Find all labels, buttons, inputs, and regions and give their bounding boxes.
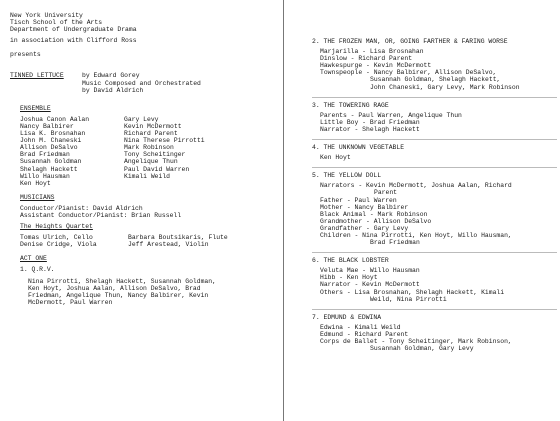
ensemble-member: Angelique Thun	[124, 158, 178, 166]
institution-header	[10, 12, 275, 44]
scene-2	[312, 38, 557, 91]
cast-line: Marjarilla - Lisa Brosnahan	[320, 48, 424, 56]
cast-line: McDermott, Paul Warren	[28, 298, 113, 306]
quartet-member: Jeff Arestead, Violin	[128, 241, 209, 249]
scene-5	[312, 172, 557, 246]
ensemble-member: Gary Levy	[124, 115, 159, 123]
cast-line: Parents - Paul Warren, Angelique Thun	[320, 111, 462, 119]
quartet-member: Denise Cridge, Viola	[20, 241, 97, 249]
musician-line: Assistant Conductor/Pianist: Brian Russell	[20, 211, 182, 219]
ensemble-member: Mark Robinson	[124, 144, 174, 152]
cast-line: Townspeople - Nancy Balbirer, Allison DeSalvo,	[320, 69, 497, 77]
cast-line: Mother - Nancy Balbirer	[320, 203, 409, 211]
cast-line: Edmund - Richard Parent	[320, 330, 409, 338]
cast-line: Children - Nina Pirrotti, Ken Hoyt, Willo Hausman,	[320, 231, 512, 239]
cast-line: Brad Friedman	[370, 239, 420, 247]
scene-6	[312, 257, 557, 303]
ensemble-member: Allison DeSalvo	[20, 144, 78, 152]
scene-title: 6. THE BLACK LOBSTER	[312, 257, 389, 265]
musician-line: Conductor/Pianist: David Aldrich	[20, 204, 143, 212]
quartet-member: Tomas Ulrich, Cello	[20, 234, 93, 242]
cast-line: Parent	[374, 189, 398, 197]
ensemble-member: Tony Scheitinger	[124, 151, 186, 159]
cast-line: Edwina - Kimali Weild	[320, 323, 401, 331]
cast-line: Nina Pirrotti, Shelagh Hackett, Susannah Goldman,	[28, 277, 216, 285]
right-page	[312, 38, 557, 421]
ensemble-member: Kevin McDermott	[124, 122, 182, 130]
ensemble-member: Richard Parent	[124, 130, 178, 138]
section-rule	[312, 139, 557, 140]
presents-text: presents	[10, 51, 41, 59]
scene-title: 2. THE FROZEN MAN, OR, GOING FARTHER & FARING WORSE	[312, 38, 508, 45]
ensemble-member: Kimali Weild	[124, 172, 171, 180]
cast-line: Ken Hoyt	[320, 154, 351, 162]
header-line: Tisch School of the Arts	[10, 19, 103, 27]
cast-line: Susannah Goldman, Gary Levy	[370, 345, 474, 353]
ensemble-member: Shelagh Hackett	[20, 165, 78, 173]
cast-line: Ken Hoyt, Joshua Aalan, Allison DeSalvo, Brad	[28, 284, 201, 292]
left-page	[10, 12, 275, 421]
scene-3	[312, 102, 557, 133]
cast-line: Hawkespurge - Kevin McDermott	[320, 62, 432, 70]
header-line: in association with Clifford Ross	[10, 37, 137, 45]
scene-7	[312, 314, 557, 352]
production-title: TINNED LETTUCE	[10, 72, 64, 80]
page-divider	[283, 0, 284, 421]
scene-title: 3. THE TOWERING RAGE	[312, 101, 389, 109]
scene-title: 1. Q.R.V.	[20, 266, 55, 274]
cast-line: Father - Paul Warren	[320, 196, 397, 204]
ensemble-member: Nancy Balbirer	[20, 122, 74, 130]
ensemble-heading: ENSEMBLE	[20, 104, 51, 112]
section-rule	[312, 167, 557, 168]
cast-line: Narrator - Shelagh Hackett	[320, 125, 420, 133]
credit-line: Music Composed and Orchestrated	[82, 79, 201, 87]
ensemble-member: Susannah Goldman	[20, 158, 82, 166]
section-rule	[312, 97, 557, 98]
cast-line: Narrator - Kevin McDermott	[320, 281, 420, 289]
section-rule	[312, 309, 557, 310]
credit-line: by David Aldrich	[82, 86, 144, 94]
cast-line: Narrators - Kevin McDermott, Joshua Aalan, Richard	[320, 182, 512, 190]
header-line: Department of Undergraduate Drama	[10, 26, 137, 34]
musicians-heading: MUSICIANS	[20, 193, 55, 201]
ensemble-member: Ken Hoyt	[20, 179, 51, 187]
cast-line: John Chaneski, Gary Levy, Mark Robinson	[370, 83, 520, 91]
ensemble-list	[10, 116, 275, 187]
credit-line: by Edward Gorey	[82, 72, 140, 80]
ensemble-column-2	[124, 116, 228, 187]
cast-line: Veluta Mae - Willo Hausman	[320, 267, 420, 275]
cast-line: Hibb - Ken Hoyt	[320, 274, 378, 282]
ensemble-member: Willo Hausman	[20, 172, 70, 180]
cast-line: Grandfather - Gary Levy	[320, 224, 409, 232]
ensemble-member: Nina Therese Pirrotti	[124, 137, 205, 145]
production-title-block	[10, 72, 275, 93]
ensemble-column-1	[20, 116, 124, 187]
cast-line: Grandmother - Allison DeSalvo	[320, 217, 432, 225]
ensemble-member: Joshua Canon Aalan	[20, 115, 90, 123]
cast-line: Weild, Nina Pirrotti	[370, 295, 447, 303]
scene-cast	[10, 278, 275, 306]
ensemble-member: Paul David Warren	[124, 165, 190, 173]
ensemble-member: John M. Chaneski	[20, 137, 82, 145]
cast-line: Others - Lisa Brosnahan, Shelagh Hackett, Kimali	[320, 288, 505, 296]
cast-line: Black Animal - Mark Robinson	[320, 210, 428, 218]
header-line: New York University	[10, 12, 83, 19]
scene-title: 4. THE UNKNOWN VEGETABLE	[312, 144, 405, 152]
scene-title: 5. THE YELLOW DOLL	[312, 172, 382, 180]
quartet-list	[10, 234, 275, 248]
cast-line: Susannah Goldman, Shelagh Hackett,	[370, 76, 501, 84]
cast-line: Corps de Ballet - Tony Scheitinger, Mark Robinson,	[320, 338, 512, 345]
ensemble-member: Brad Friedman	[20, 151, 70, 159]
ensemble-member: Lisa K. Brosnahan	[20, 130, 86, 138]
cast-line: Little Boy - Brad Friedman	[320, 118, 420, 126]
quartet-heading: The Heights Quartet	[20, 223, 93, 231]
quartet-member: Barbara Boutsikaris, Flute	[128, 234, 228, 242]
section-rule	[312, 252, 557, 253]
scene-4	[312, 144, 557, 161]
act-heading: ACT ONE	[20, 255, 47, 263]
cast-line: Dinslow - Richard Parent	[320, 55, 413, 63]
scene-title: 7. EDMUND & EDWINA	[312, 313, 382, 321]
cast-line: Friedman, Angelique Thun, Nancy Balbirer, Kevin	[28, 291, 209, 299]
